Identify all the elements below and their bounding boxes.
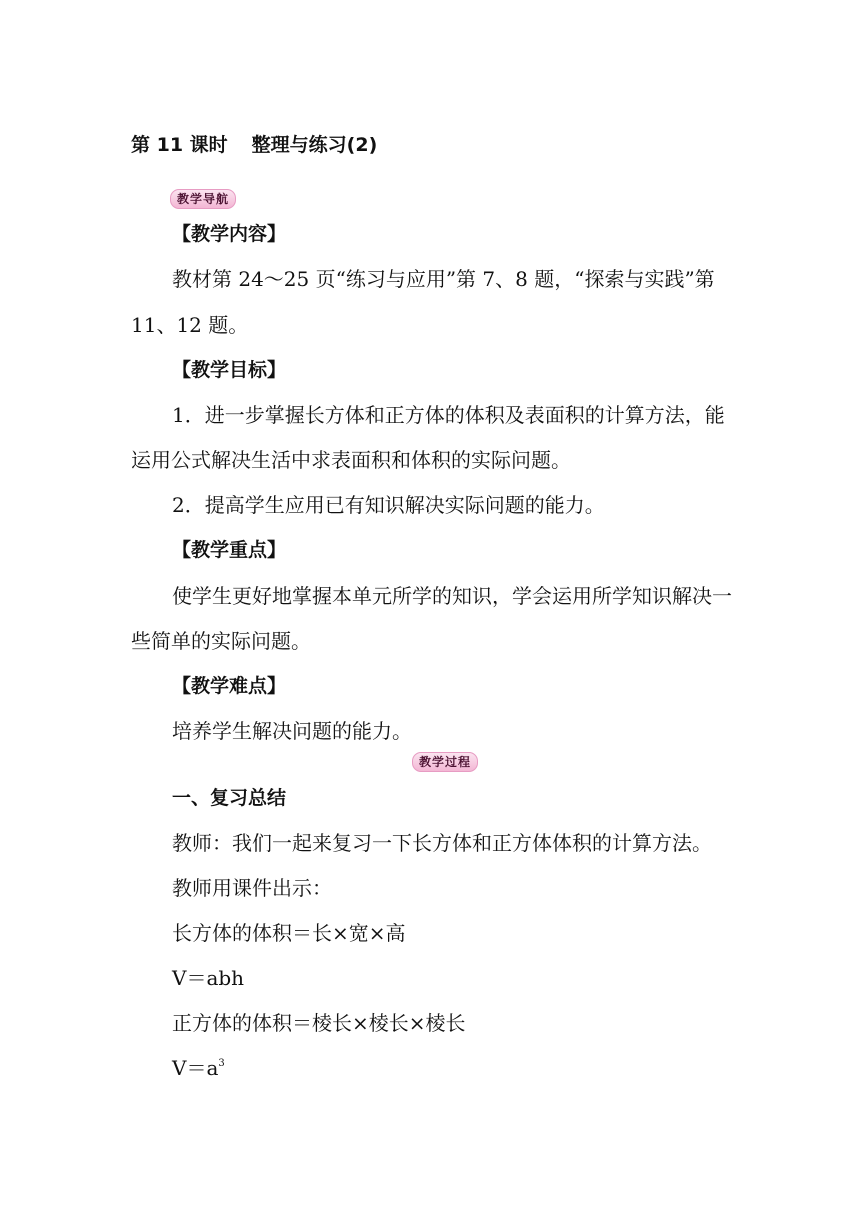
goal2-text: 2．提高学生应用已有知识解决实际问题的能力。 — [172, 493, 605, 517]
teacher-line: 教师：我们一起来复习一下长方体和正方体体积的计算方法。 — [172, 831, 712, 855]
cube-symbol-base: V＝a — [172, 1056, 219, 1080]
difficult-points-heading: 【教学难点】 — [172, 675, 287, 697]
cuboid-volume-formula: 长方体的体积＝长×宽×高 — [172, 921, 406, 945]
teaching-guide-badge: 教学导航 — [170, 189, 236, 209]
cube-symbol-exponent: 3 — [218, 1058, 225, 1069]
cuboid-volume-symbol: V＝abh — [172, 966, 245, 990]
content-text-line2: 11、12 题。 — [131, 313, 249, 337]
lesson-number: 第 11 课时 — [131, 134, 228, 156]
difficult-points-text: 培养学生解决问题的能力。 — [172, 719, 412, 743]
review-heading: 一、复习总结 — [172, 787, 287, 809]
cube-volume-formula: 正方体的体积＝棱长×棱长×棱长 — [172, 1011, 466, 1035]
key-points-line2: 些简单的实际问题。 — [131, 629, 311, 653]
goal1-line2: 运用公式解决生活中求表面积和体积的实际问题。 — [131, 448, 571, 472]
courseware-line: 教师用课件出示： — [172, 876, 332, 900]
key-points-heading: 【教学重点】 — [172, 539, 287, 561]
lesson-name: 整理与练习(2) — [251, 134, 378, 156]
teaching-process-badge: 教学过程 — [412, 752, 478, 772]
goals-heading: 【教学目标】 — [172, 359, 287, 381]
content-heading: 【教学内容】 — [172, 223, 287, 245]
cube-volume-symbol — [172, 1056, 225, 1080]
goal1-line1: 1．进一步掌握长方体和正方体的体积及表面积的计算方法，能 — [172, 403, 725, 427]
content-text-line1: 教材第 24～25 页“练习与应用”第 7、8 题，“探索与实践”第 — [172, 267, 715, 291]
lesson-title — [131, 133, 377, 157]
key-points-line1: 使学生更好地掌握本单元所学的知识，学会运用所学知识解决一 — [172, 584, 732, 608]
